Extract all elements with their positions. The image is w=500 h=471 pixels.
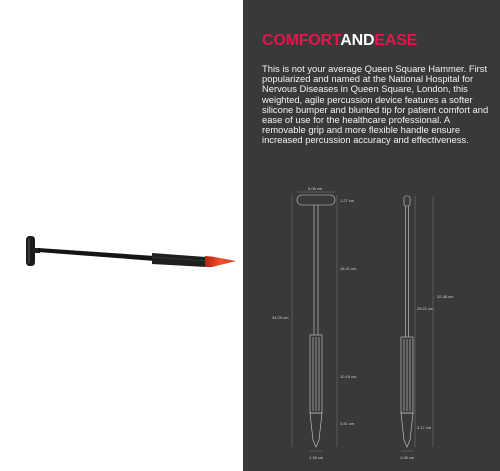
dim-shaft-length: 18.41 cm xyxy=(340,266,357,271)
product-description: This is not your average Queen Square Hammer. First popularized and named at the National Hospital for Nervous Diseases in Queen Square, London, this weighted, agile percussion device features a softer silicone bumper and blunted tip for patient comfort and ease of use for the healthcare professional. A removable grip and more flexible handle ensure increased percussion accuracy and effectiveness. xyxy=(262,63,489,146)
dim-total-length-front: 34.29 cm xyxy=(272,315,289,320)
dim-head-height: 1.27 cm xyxy=(340,198,355,203)
headline-part-comfort: COMFORT xyxy=(262,32,341,49)
hammer-side-outline xyxy=(401,196,413,447)
hammer-shaft xyxy=(38,248,155,261)
dim-tip-length: 3.81 cm xyxy=(340,421,355,426)
hammer-tip xyxy=(205,256,236,267)
dim-head-width: 5.08 cm xyxy=(308,186,323,191)
dim-grip-diameter-side: 1.08 cm xyxy=(400,455,415,460)
info-panel xyxy=(243,0,500,471)
headline-part-and: AND xyxy=(340,32,375,49)
dim-tip-length-side: 3.17 cm xyxy=(417,425,432,430)
headline-part-ease: EASE xyxy=(374,32,418,49)
hammer-front-outline xyxy=(297,195,335,447)
product-image-panel xyxy=(0,0,243,471)
dimension-diagram xyxy=(243,0,500,471)
front-dimension-lines xyxy=(292,192,337,451)
dim-total-length-side: 32.38 cm xyxy=(437,294,454,299)
reflex-hammer-photo xyxy=(0,0,243,471)
dim-grip-length: 10.16 cm xyxy=(340,374,357,379)
dim-upper-length-side: 29.21 cm xyxy=(417,306,434,311)
dim-grip-diameter-front: 1.38 cm xyxy=(309,455,324,460)
